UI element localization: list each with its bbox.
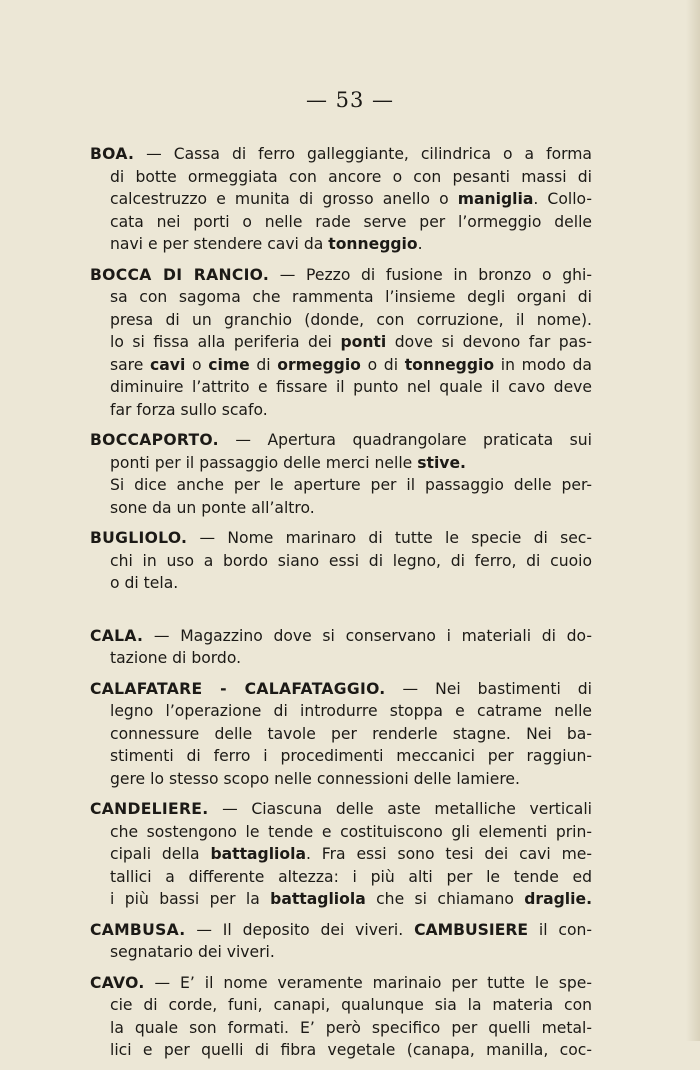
entry-term: BUGLIOLO. (90, 529, 188, 547)
entry-candeliere: CANDELIERE. — Ciascuna delle aste metalliche verticali che sostengono le tende e costituiscono gli elementi prin- cipali della battagliola. Fra essi sono tesi dei cavi me- tallici a differente altezza: i più alti per le tende ed i più bassi per la battagliola che si chiamano draglie. (90, 800, 593, 908)
entry-boa: BOA. — Cassa di ferro galleggiante, cilindrica o a forma di botte ormeggiata con ancore o con pesanti massi di calcestruzzo e munita di grosso anello o maniglia. Collo- cata nei porti o nelle rade serve per l’ormeggio delle navi e per stendere cavi da tonneggio. (90, 145, 592, 253)
dictionary-body (90, 143, 592, 1070)
entry-bocca-di-rancio: BOCCA DI RANCIO. — Pezzo di fusione in bronzo o ghi- sa con sagoma che rammenta l’insieme degli organi di presa di un granchio (donde, con corruzione, il nome). lo si fissa alla periferia dei ponti dove si devono far pas- sare cavi o cime di ormeggio o di tonneggio in modo da diminuire l’attrito e fissare il punto nel quale il cavo deve far forza sullo scafo. (90, 265, 592, 419)
entry-bugliolo: BUGLIOLO. — Nome marinaro di tutte le specie di sec- chi in uso a bordo siano essi di legno, di ferro, di cuoio o di tela. (90, 529, 592, 592)
entry-term: CANDELIERE. (90, 800, 209, 818)
entry-cavo: CAVO. — E’ il nome veramente marinaio per tutte le spe- cie di corde, funi, canapi, qualunque sia la materia con la quale son formati. E’ però specifico per quelli metal- lici e per quelli di fibra vegetale (canapa, manilla, coc- (90, 973, 592, 1059)
entry-cambusa: CAMBUSA. — Il deposito dei viveri. CAMBUSIERE il con- segnatario dei viveri. (90, 920, 593, 961)
entry-term: BOCCA DI RANCIO. (90, 265, 270, 284)
entry-term: BOCCAPORTO. (90, 431, 219, 449)
entry-term: CAMBUSA. (90, 920, 186, 939)
entry-boccaporto: BOCCAPORTO. — Apertura quadrangolare praticata sui ponti per il passaggio delle merci nelle stive. Si dice anche per le aperture per il passaggio delle per- sone da un ponte all’altro. (90, 431, 592, 517)
entry-term: BOA. (90, 145, 135, 163)
page-edge-shadow (686, 0, 700, 1041)
entry-cala: CALA. — Magazzino dove si conservano i materiali di do- tazione di bordo. (90, 626, 592, 667)
entry-term: CALA. (90, 626, 144, 645)
entry-term: CALAFATARE - CALAFATAGGIO. (90, 679, 386, 698)
page-number: — 53 — (305, 88, 395, 112)
entry-term: CAVO. (90, 973, 145, 992)
entry-calafatare: CALAFATARE - CALAFATAGGIO. — Nei bastimenti di legno l’operazione di introdurre stoppa e catrame nelle connessure delle tavole per renderle stagne. Nei ba- stimenti di ferro i procedimenti meccanici per raggiun- gere lo stesso scopo nelle connessioni delle lamiere. (90, 679, 592, 788)
